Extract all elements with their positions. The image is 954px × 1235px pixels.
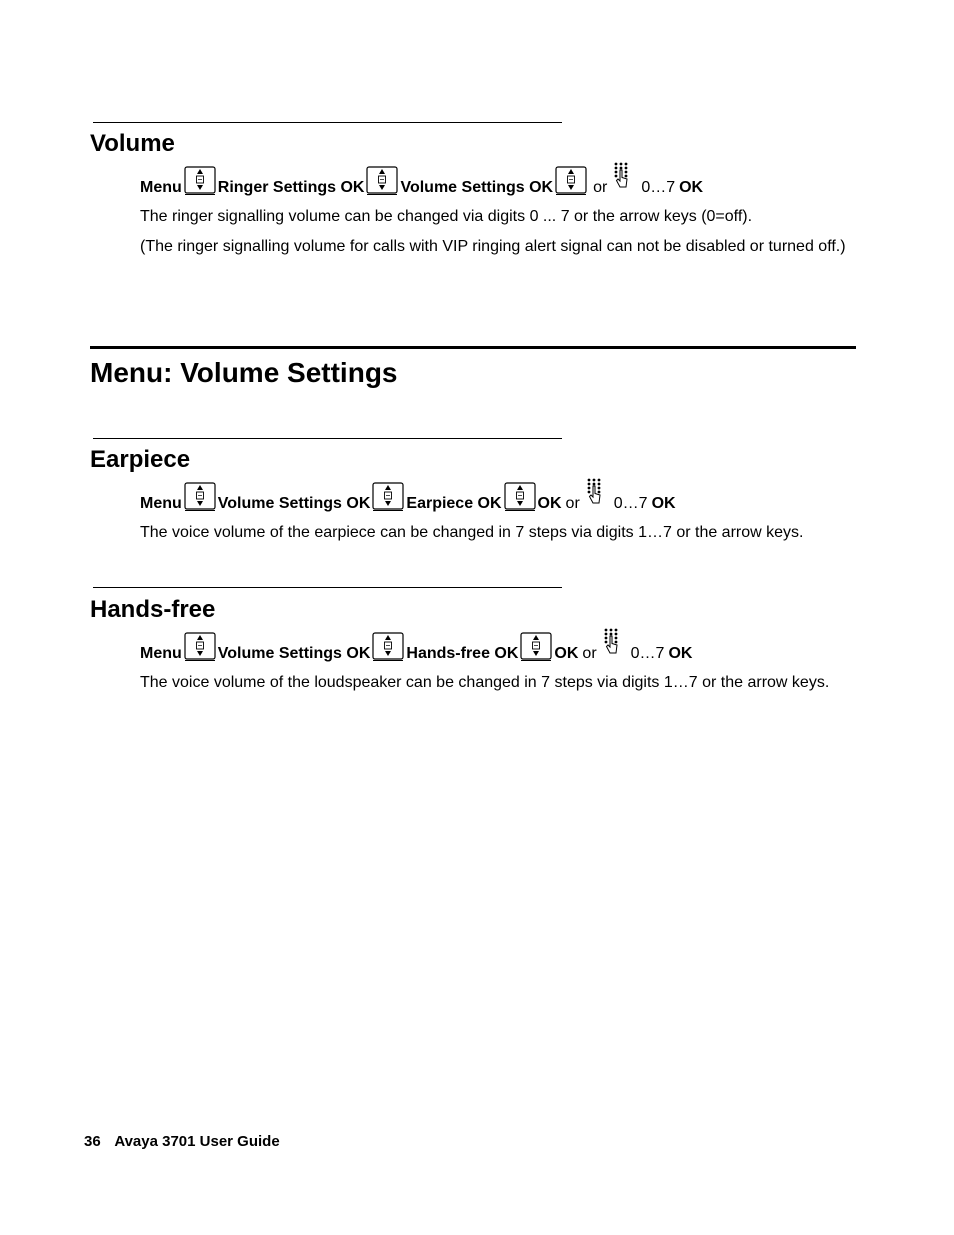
volume-description: The ringer signalling volume can be changed via digits 0 ... 7 or the arrow keys (0=off). xyxy=(140,208,753,225)
page-footer xyxy=(84,1133,280,1150)
menu-step-ringer-settings: Ringer Settings OK xyxy=(217,179,365,196)
volume-vip-note: (The ringer signalling volume for calls with VIP ringing alert signal can not be disabled or turned off.) xyxy=(140,238,846,255)
keypad-finger-icon xyxy=(584,478,606,510)
ok-label: OK xyxy=(668,645,693,662)
menu-step-volume-settings: Volume Settings OK xyxy=(400,179,554,196)
section-heading-earpiece: Earpiece xyxy=(90,446,191,473)
menu-path-volume xyxy=(140,164,860,198)
arrow-navigation-key-icon xyxy=(372,482,404,512)
section-divider xyxy=(93,587,562,588)
ok-label: OK xyxy=(554,645,579,662)
section-heading-handsfree: Hands-free xyxy=(90,596,216,623)
digit-range: 0…7 xyxy=(630,645,665,662)
menu-label: Menu xyxy=(140,495,182,512)
menu-step-volume-settings: Volume Settings OK xyxy=(217,495,371,512)
arrow-navigation-key-icon xyxy=(184,632,216,662)
arrow-navigation-key-icon xyxy=(555,166,587,196)
or-text: or xyxy=(593,179,608,196)
keypad-finger-icon xyxy=(601,628,623,660)
chapter-title: Menu: Volume Settings xyxy=(90,357,398,388)
arrow-navigation-key-icon xyxy=(520,632,552,662)
or-text: or xyxy=(565,495,580,512)
section-heading-volume: Volume xyxy=(90,130,175,157)
menu-step-earpiece: Earpiece OK xyxy=(406,495,502,512)
menu-step-volume-settings: Volume Settings OK xyxy=(217,645,371,662)
section-divider xyxy=(93,122,562,123)
ok-label: OK xyxy=(679,179,704,196)
arrow-navigation-key-icon xyxy=(184,166,216,196)
menu-path-handsfree xyxy=(140,630,860,664)
menu-label: Menu xyxy=(140,645,182,662)
keypad-finger-icon xyxy=(611,162,633,194)
guide-title: Avaya 3701 User Guide xyxy=(114,1133,280,1150)
page-number: 36 xyxy=(84,1133,101,1150)
arrow-navigation-key-icon xyxy=(372,632,404,662)
handsfree-description: The voice volume of the loudspeaker can be changed in 7 steps via digits 1…7 or the arrow keys. xyxy=(140,674,830,691)
digit-range: 0…7 xyxy=(641,179,676,196)
menu-step-handsfree: Hands-free OK xyxy=(406,645,519,662)
arrow-navigation-key-icon xyxy=(366,166,398,196)
menu-path-earpiece xyxy=(140,480,860,514)
digit-range: 0…7 xyxy=(613,495,648,512)
arrow-navigation-key-icon xyxy=(504,482,536,512)
chapter-divider xyxy=(90,346,856,349)
ok-label: OK xyxy=(537,495,562,512)
arrow-navigation-key-icon xyxy=(184,482,216,512)
ok-label: OK xyxy=(651,495,676,512)
earpiece-description: The voice volume of the earpiece can be changed in 7 steps via digits 1…7 or the arrow keys. xyxy=(140,524,804,541)
or-text: or xyxy=(582,645,597,662)
menu-label: Menu xyxy=(140,179,182,196)
section-divider xyxy=(93,438,562,439)
